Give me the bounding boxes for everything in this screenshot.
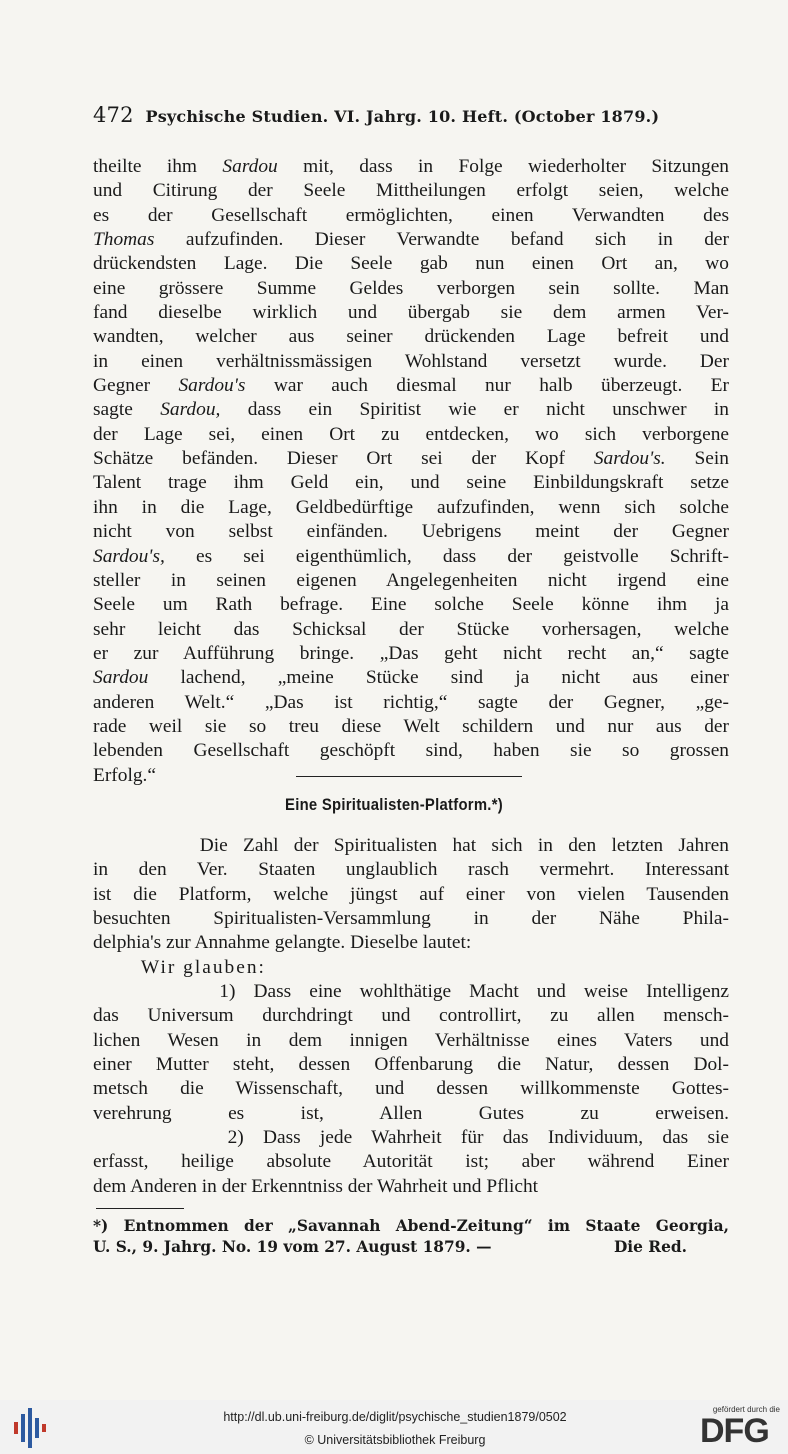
text-run: das Universum durchdringt und controllirt, zu allen mensch- (93, 1005, 729, 1027)
running-header (93, 103, 733, 127)
text-run: theilte ihm (93, 156, 223, 177)
text-run: und Citirung der Seele Mittheilungen erfolgt seien, welche (93, 180, 729, 202)
text-run: er zur Aufführung bringe. „Das geht nicht recht an,“ sagte (93, 642, 729, 664)
text-run: steller in seinen eigenen Angelegenheiten nicht irgend eine (93, 569, 729, 591)
text-line (93, 593, 729, 617)
text-line (93, 520, 729, 544)
text-run: Schätze befänden. Dieser Ort sei der Kopf (93, 448, 594, 470)
text-run: lichen Wesen in dem innigen Verhältnisse eines Vaters und (93, 1029, 729, 1051)
text-line (93, 423, 729, 447)
text-line (93, 228, 729, 252)
text-run: erfasst, heilige absolute Autorität ist; aber während Einer (93, 1151, 729, 1173)
text-run: war auch diesmal nur halb überzeugt. Er (245, 375, 729, 397)
dfg-caption: gefördert durch die (712, 1405, 780, 1414)
text-line (93, 252, 729, 276)
text-line (93, 398, 729, 422)
text-line (93, 1053, 729, 1077)
text-line (93, 739, 729, 763)
footnote-rule (96, 1208, 184, 1209)
text-run: verehrung es ist, Allen Gutes zu erweisen. (93, 1102, 729, 1124)
text-run: ihn in die Lage, Geldbedürftige aufzufinden, wenn sich solche (93, 496, 729, 518)
text-run: Sein (665, 448, 729, 470)
body-text-section-2 (93, 834, 729, 1199)
text-line (93, 618, 729, 642)
text-run: 2) Dass jede Wahrheit für das Individuum, das sie (93, 1127, 729, 1149)
text-line (93, 179, 729, 203)
text-run: drückendsten Lage. Die Seele gab nun einen Ort an, wo (93, 253, 729, 275)
text-line (93, 325, 729, 349)
italic-name: Sardou (222, 156, 278, 177)
text-line (93, 907, 729, 931)
library-logo-icon (10, 1408, 50, 1448)
text-line (93, 931, 729, 955)
text-run: der Lage sei, einen Ort zu entdecken, wo sich verborgene (93, 423, 729, 445)
text-line (93, 471, 729, 495)
text-line (93, 301, 729, 325)
italic-name: Sardou's (178, 375, 246, 397)
text-run: es sei eigenthümlich, dass der geistvolle Schrift- (164, 545, 729, 567)
text-run: Wir glauben: (93, 956, 266, 978)
footnote-line: U. S., 9. Jahrg. No. 19 vom 27. August 1879. — (93, 1238, 492, 1256)
running-title: Psychische Studien. VI. Jahrg. 10. Heft. (October 1879.) (145, 107, 660, 126)
text-line (93, 1102, 729, 1126)
text-run: delphia's zur Annahme gelangte. Dieselbe lautet: (93, 932, 472, 954)
text-line (93, 374, 729, 398)
text-run: Seele um Rath befrage. Eine solche Seele könne ihm ja (93, 594, 729, 616)
text-line (93, 447, 729, 471)
italic-name: Sardou's. (593, 448, 666, 470)
italic-name: Sardou, (160, 399, 221, 421)
text-run: Erfolg.“ (93, 764, 156, 786)
text-run: in einen verhältnissmässigen Wohlstand versetzt wurde. Der (93, 350, 729, 372)
section-separator-rule (296, 776, 522, 777)
text-run: Die Zahl der Spiritualisten hat sich in den letzten Jahren (93, 835, 729, 856)
text-run: Talent trage ihm Geld ein, und seine Einbildungskraft setze (93, 472, 729, 494)
text-run: lachend, „meine Stücke sind ja nicht aus einer (148, 667, 729, 689)
text-run: dass ein Spiritist wie er nicht unschwer in (220, 399, 729, 421)
text-run: rade weil sie so treu diese Welt schildern und nur aus der (93, 715, 729, 737)
text-line (93, 496, 729, 520)
text-line (93, 834, 729, 858)
footnote-signature: Die Red. (613, 1238, 687, 1256)
text-run: es der Gesellschaft ermöglichten, einen Verwandten des (93, 204, 729, 226)
footnote (93, 1216, 729, 1258)
text-line (93, 1150, 729, 1174)
text-line (93, 691, 729, 715)
text-line (93, 155, 729, 179)
text-run: eine grössere Summe Geldes verborgen sein sollte. Man (93, 277, 729, 299)
text-run: besuchten Spiritualisten-Versammlung in der Nähe Phila- (93, 908, 729, 930)
text-run: mit, dass in Folge wiederholter Sitzungen (277, 156, 729, 177)
text-line (93, 569, 729, 593)
page-number: 472 (93, 103, 134, 127)
text-line (93, 980, 729, 1004)
text-line (93, 715, 729, 739)
italic-name: Sardou (93, 667, 149, 689)
italic-name: Thomas (93, 229, 155, 251)
italic-name: Sardou's, (93, 545, 165, 567)
text-line (93, 204, 729, 228)
copyright-text: © Universitätsbibliothek Freiburg (304, 1433, 486, 1447)
text-run: in den Ver. Staaten unglaublich rasch vermehrt. Interessant (93, 859, 729, 881)
text-line (93, 350, 729, 374)
text-line (93, 858, 729, 882)
viewer-footer (0, 1400, 788, 1454)
text-run: sagte (93, 399, 161, 421)
text-run: metsch die Wissenschaft, und dessen willkommenste Gottes- (93, 1078, 729, 1100)
text-run: aufzufinden. Dieser Verwandte befand sich in der (154, 229, 729, 251)
text-line (93, 642, 729, 666)
text-run: einer Mutter steht, dessen Offenbarung die Natur, dessen Dol- (93, 1054, 729, 1076)
text-line (93, 1077, 729, 1101)
text-run: ist die Platform, welche jüngst auf einer von vielen Tausenden (93, 883, 729, 905)
text-line (93, 277, 729, 301)
text-line (93, 1175, 729, 1199)
text-run: sehr leicht das Schicksal der Stücke vorhersagen, welche (93, 618, 729, 640)
text-line (93, 1004, 729, 1028)
footnote-line: *) Entnommen der „Savannah Abend-Zeitung“ im Staate Georgia, (93, 1217, 729, 1235)
text-line (93, 883, 729, 907)
text-line (93, 956, 729, 980)
text-line (93, 545, 729, 569)
text-run: Gegner (93, 375, 179, 397)
dfg-logo: DFG (700, 1412, 769, 1450)
source-url-link[interactable]: http://dl.ub.uni-freiburg.de/diglit/psychische_studien1879/0502 (223, 1410, 567, 1424)
body-text-section-1 (93, 155, 729, 788)
text-run: anderen Welt.“ „Das ist richtig,“ sagte der Gegner, „ge- (93, 691, 729, 713)
text-run: wandten, welcher aus seiner drückenden Lage befreit und (93, 326, 729, 348)
text-run: fand dieselbe wirklich und übergab sie dem armen Ver- (93, 302, 729, 324)
text-line (93, 1029, 729, 1053)
text-run: lebenden Gesellschaft geschöpft sind, haben sie so grossen (93, 740, 729, 762)
text-line (93, 1126, 729, 1150)
text-run: nicht von selbst einfänden. Uebrigens meint der Gegner (93, 521, 729, 543)
text-line (93, 666, 729, 690)
text-run: 1) Dass eine wohlthätige Macht und weise Intelligenz (93, 981, 729, 1003)
section-title: Eine Spiritualisten-Platform.*) (285, 796, 503, 814)
text-run: dem Anderen in der Erkenntniss der Wahrheit und Pflicht (93, 1175, 539, 1197)
